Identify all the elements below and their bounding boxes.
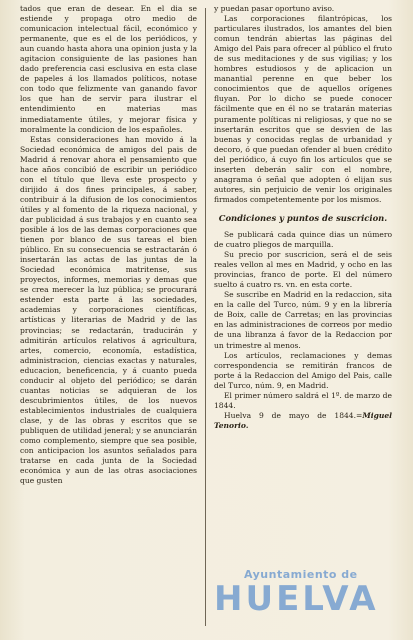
subscription-paragraph-5: El primer número saldrá el 1º. de marzo de 1844. bbox=[214, 390, 392, 410]
left-paragraph-2: Estas consideraciones han movido á la Sociedad económica de amigos del pais de Madrid á renovar ahora el pensamiento que hace años concibió de escribir un periódico con el título que lleva este prospecto y dirijido á dos fines principales, á saber, contribuir á la difusion de los conocimientos útiles y al fomento de la riqueza nacional, y dar publicidad á sus trabajos y en cuanto sea posible á los de las demas corporaciones que tienen por blanco de sus tareas el bien público. En su consecuencia se estractarán ó insertarán las actas de las juntas de la Sociedad económica matritense, sus proyectos, informes, memorias y demas que se crea merecer la luz pública; se procurará estender esta parte á las sociedades, academias y corporaciones científicas, artísticas y literarias de Madrid y de las provincias; se redactarán, traducirán y admitirán artículos relativos á agricultura, artes, comercio, economía, estadística, administracion, ciencias exactas y naturales, educacion, beneficencia, y á cuanto pueda conducir al objeto del periódico; se darán cuantas noticias se adquieran de los descubrimientos útiles, de los nuevos establecimientos industriales de cualquiera clase, y de las obras y escritos que se publiquen de utilidad jeneral; y se anunciarán como complemento, siempre que sea posible, con anticipacion los asuntos señalados para tratarse en cada junta de la Sociedad económica y aun de las otras asociaciones que gusten bbox=[20, 134, 197, 486]
signature-name: Miguel Tenorio. bbox=[214, 410, 392, 430]
watermark-logo bbox=[214, 568, 404, 626]
left-column bbox=[20, 4, 197, 486]
right-paragraph-1: Las corporaciones filantrópicas, los particulares ilustrados, los amantes del bien comun tendrán abiertas las páginas del Amigo del Pais para ofrecer al público el fruto de sus meditaciones y de sus vigilias; y los hombres estudiosos y de aplicacion un manantial perenne en que beber los conocimientos que de aquellos orígenes fluyan. Por lo dicho se puede conocer fácilmente que en él no se tratarán materias puramente políticas ni religiosas, y que no se insertarán escritos que se desvien de las buenas y conocidas reglas de urbanidad y decoro, ó que puedan ofender al buen crédito del periódico, á cuyo fin los artículos que se inserten deberán salir con el nombre, anagrama ó señal que adopten ó elijan sus autores, sin perjuicio de venir los originales firmados competentemente por los mismos. bbox=[214, 14, 392, 204]
subscription-paragraph-1: Se publicará cada quince dias un número de cuatro pliegos de marquilla. bbox=[214, 229, 392, 250]
watermark-line-2: HUELVA bbox=[214, 579, 379, 619]
right-paragraph-continued: y puedan pasar oportuno aviso. bbox=[214, 4, 335, 13]
watermark-line-1: Ayuntamiento de bbox=[244, 568, 358, 581]
subscription-paragraph-2: Su precio por suscricion, será el de seis reales vellon al mes en Madrid, y ocho en las provincias, franco de porte. El del número suelto á cuatro rs. vn. en esta corte. bbox=[214, 250, 392, 290]
subscription-heading: Condiciones y puntos de suscricion. bbox=[218, 212, 388, 223]
signature-line bbox=[214, 411, 392, 431]
subscription-paragraph-3: Se suscribe en Madrid en la redaccion, sita en la calle del Turco, núm. 9 y en la librería de Boix, calle de Carretas; en las provincias en las administraciones de correos por medio de una libranza á favor de la Redaccion por un trimestre al menos. bbox=[214, 290, 392, 350]
subscription-paragraph-4: Los artículos, reclamaciones y demas correspondencia se remitirán francos de porte á la Redaccion del Amigo del Pais, calle del Turco, núm. 9, en Madrid. bbox=[214, 350, 392, 390]
signature-place-date: Huelva 9 de mayo de 1844.= bbox=[224, 410, 363, 420]
right-column bbox=[214, 4, 392, 431]
left-paragraph-1: tados que eran de desear. En el dia se estiende y propaga otro medio de comunicacion intelectual fácil, económico y permanente, que es el de los periódicos, y aun cuando hasta ahora una opinion justa y la agitacion consiguiente de las pasiones han dado preferencia casi esclusiva en esta clase de papeles á los llamados políticos, notase con todo que felizmente van ganando favor los que han de servir para ilustrar el entendimiento en materias mas inmediatamente útiles, y mejorar física y moralmente la condicion de los españoles. bbox=[20, 4, 197, 134]
column-divider bbox=[205, 8, 206, 626]
